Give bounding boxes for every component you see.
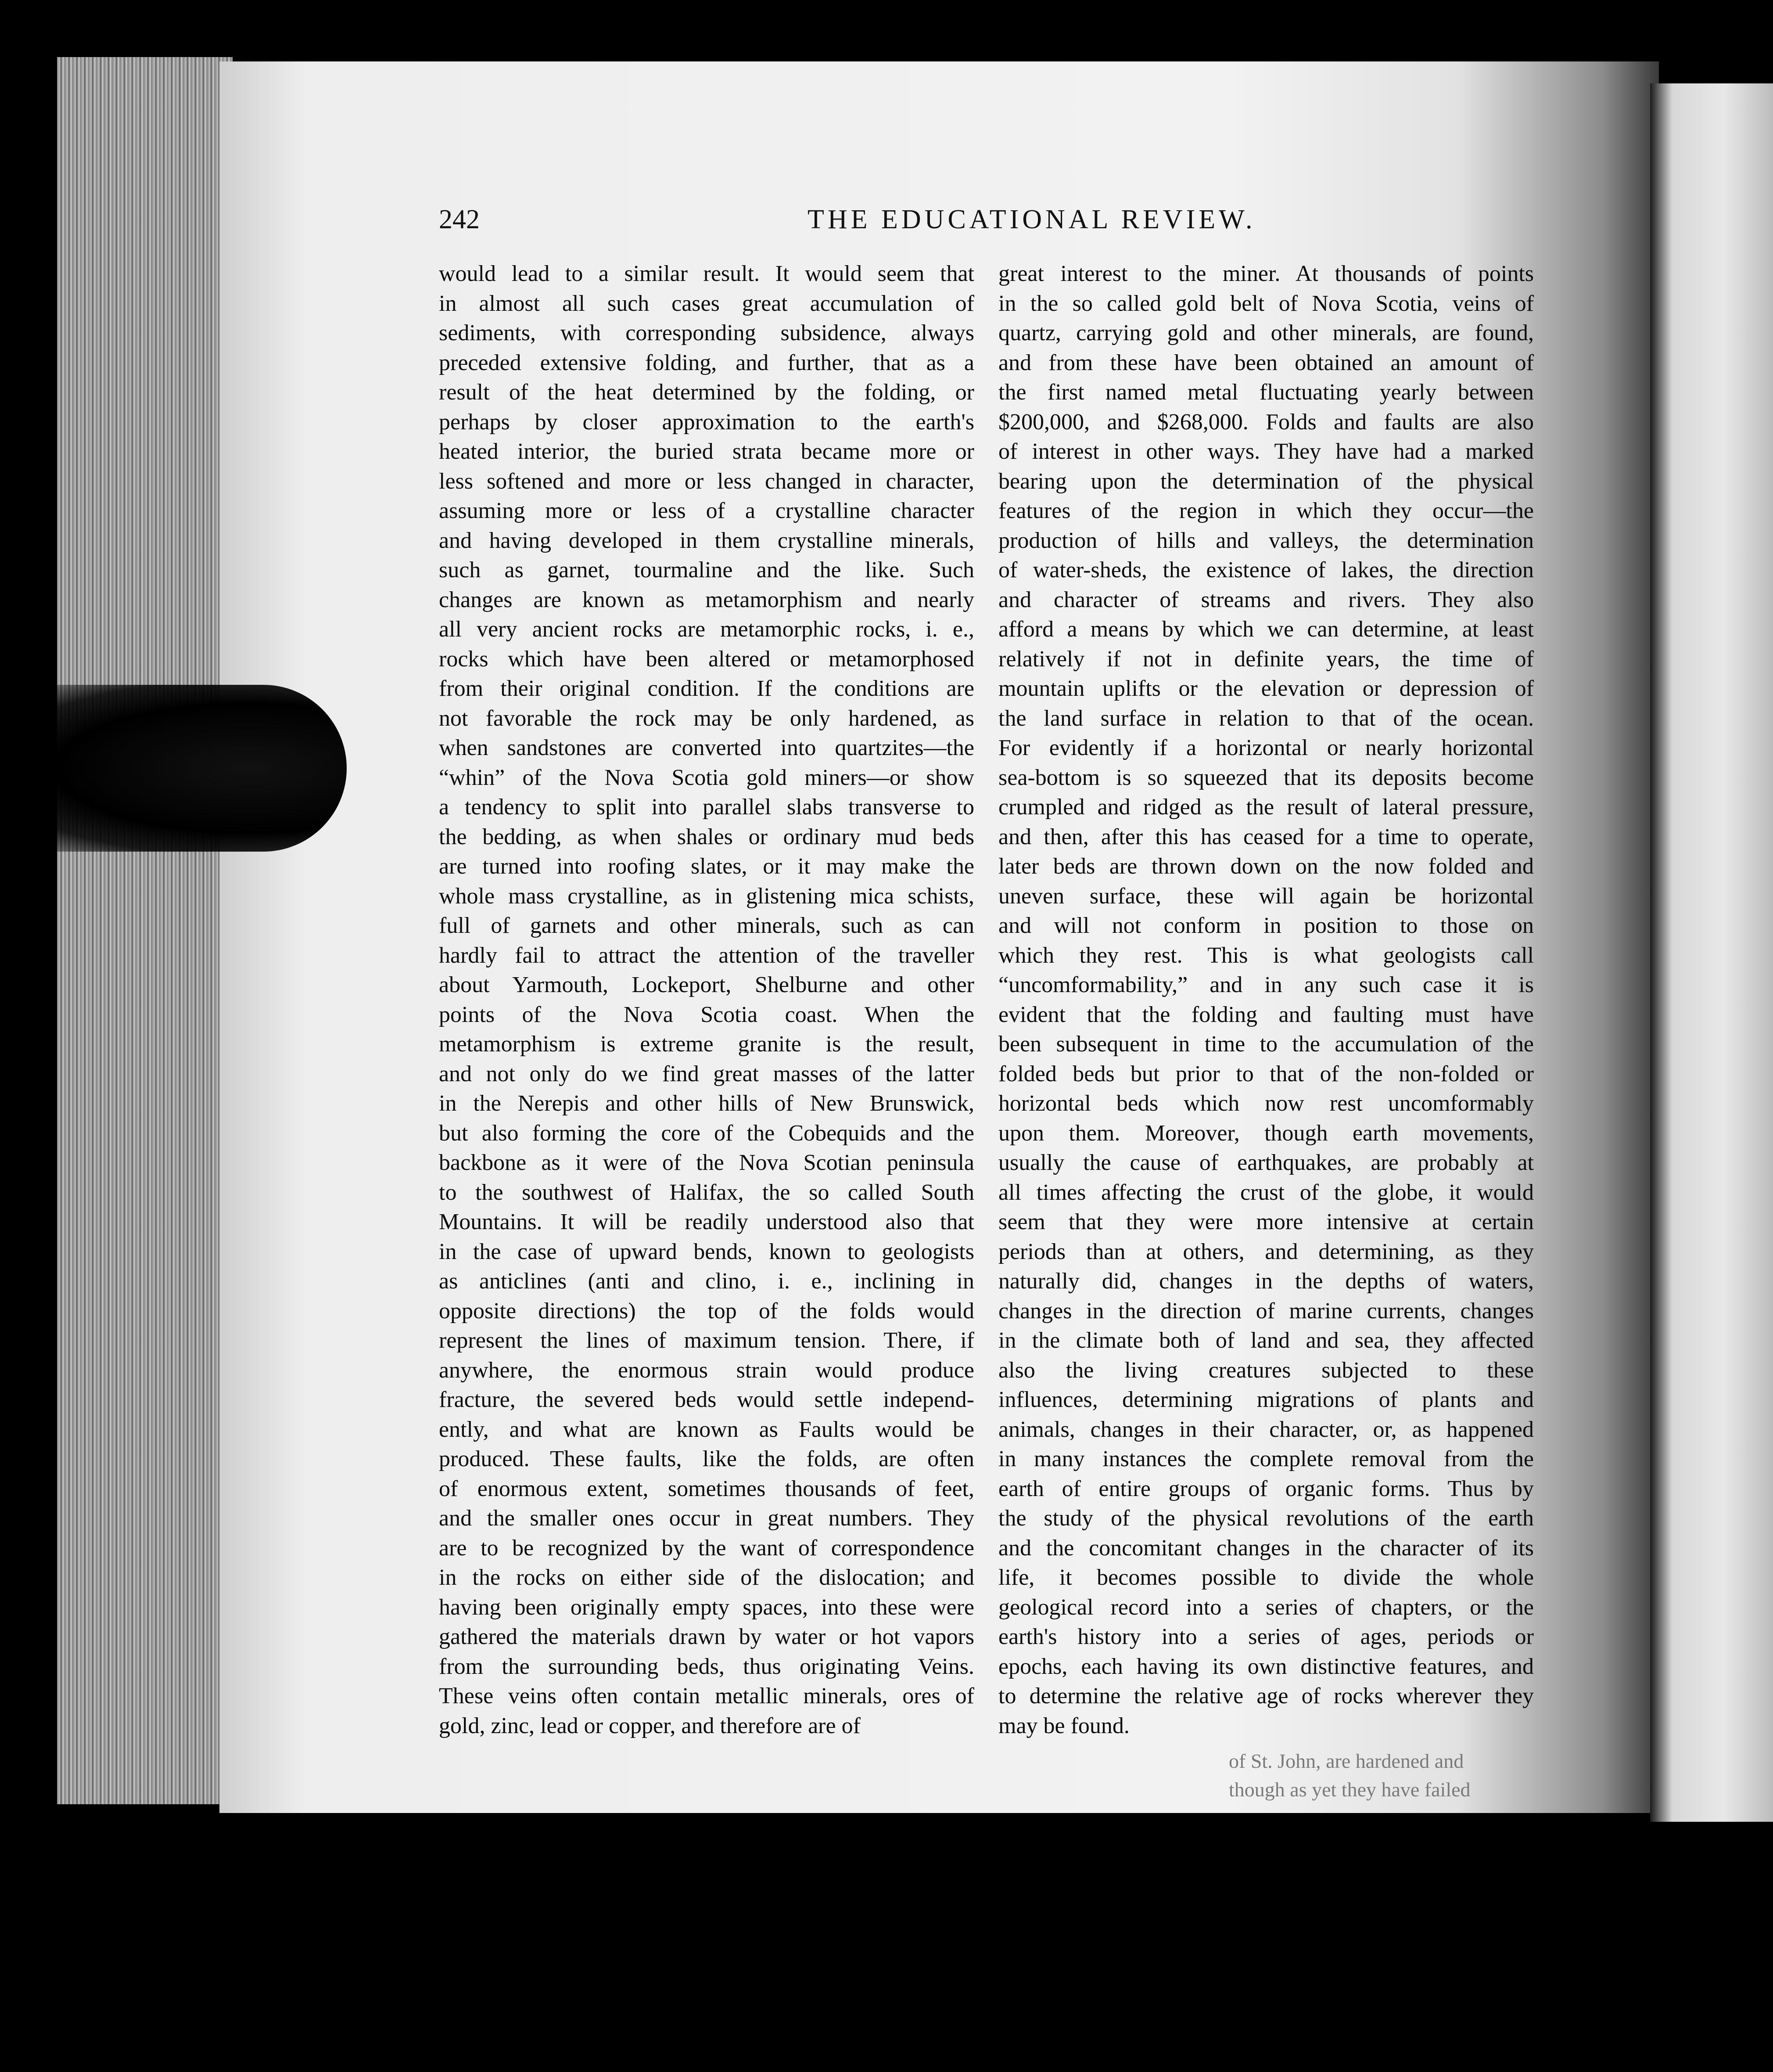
- text-line: from the surrounding beds, thus originating Veins.: [439, 1654, 974, 1679]
- text-line: which they rest. This is what geologists call: [998, 942, 1534, 968]
- text-line: full of garnets and other minerals, such as can: [439, 913, 974, 938]
- text-line: These veins often contain metallic minerals, ores of: [439, 1684, 974, 1709]
- text-line: in the case of upward bends, known to geologists: [439, 1239, 974, 1264]
- text-line: upon them. Moreover, though earth movements,: [998, 1120, 1534, 1146]
- text-line: ently, and what are known as Faults would be: [439, 1417, 974, 1442]
- facing-page-edge: [1650, 83, 1773, 1822]
- text-line: quartz, carrying gold and other minerals, are found,: [998, 320, 1534, 345]
- text-line: influences, determining migrations of plants and: [998, 1387, 1534, 1412]
- text-line: the bedding, as when shales or ordinary mud beds: [439, 824, 974, 849]
- journal-title: THE EDUCATIONAL REVIEW.: [808, 205, 1256, 234]
- text-line: to the southwest of Halifax, the so called South: [439, 1180, 974, 1205]
- text-line: crumpled and ridged as the result of lateral pressure,: [998, 795, 1534, 820]
- text-line: metamorphism is extreme granite is the result,: [439, 1032, 974, 1057]
- text-line: sediments, with corresponding subsidence, always: [439, 320, 974, 345]
- thumb-shadow: [0, 685, 347, 852]
- text-line: earth of entire groups of organic forms. Thus by: [998, 1476, 1534, 1501]
- text-line: to determine the relative age of rocks wherever they: [998, 1684, 1534, 1709]
- text-line: naturally did, changes in the depths of waters,: [998, 1269, 1534, 1294]
- text-line: points of the Nova Scotia coast. When the: [439, 1002, 974, 1027]
- text-line: epochs, each having its own distinctive features, and: [998, 1654, 1534, 1679]
- text-line: uneven surface, these will again be horizontal: [998, 883, 1534, 909]
- text-line: afford a means by which we can determine, at least: [998, 617, 1534, 642]
- text-line: animals, changes in their character, or, as happened: [998, 1417, 1534, 1442]
- text-line: and having developed in them crystalline minerals,: [439, 528, 974, 553]
- text-line: $200,000, and $268,000. Folds and faults are also: [998, 409, 1534, 435]
- text-line: a tendency to split into parallel slabs transverse to: [439, 795, 974, 820]
- text-line: less softened and more or less changed in character,: [439, 468, 974, 494]
- text-line: folded beds but prior to that of the non-folded or: [998, 1061, 1534, 1086]
- text-line: all very ancient rocks are metamorphic rocks, i. e.,: [439, 617, 974, 642]
- text-line: from their original condition. If the conditions are: [439, 676, 974, 701]
- text-line: and from these have been obtained an amount of: [998, 350, 1534, 375]
- text-line: hardly fail to attract the attention of the traveller: [439, 942, 974, 968]
- right-text-column: [998, 259, 1534, 1741]
- text-line: changes in the direction of marine currents, changes: [998, 1298, 1534, 1324]
- text-line: assuming more or less of a crystalline character: [439, 498, 974, 523]
- page-number: 242: [439, 205, 480, 234]
- text-line: For evidently if a horizontal or nearly horizontal: [998, 735, 1534, 760]
- text-line: later beds are thrown down on the now folded and: [998, 854, 1534, 879]
- text-line: such as garnet, tourmaline and the like. Such: [439, 558, 974, 583]
- text-line: in the so called gold belt of Nova Scotia, veins of: [998, 291, 1534, 316]
- text-line: the first named metal fluctuating yearly between: [998, 380, 1534, 405]
- text-line: life, it becomes possible to divide the whole: [998, 1565, 1534, 1590]
- text-line: as anticlines (anti and clino, i. e., inclining in: [439, 1269, 974, 1294]
- text-line: whole mass crystalline, as in glistening mica schists,: [439, 883, 974, 909]
- text-line: in the Nerepis and other hills of New Brunswick,: [439, 1091, 974, 1116]
- text-line: “whin” of the Nova Scotia gold miners—or show: [439, 765, 974, 790]
- text-line: backbone as it were of the Nova Scotian peninsula: [439, 1150, 974, 1175]
- text-line: seem that they were more intensive at certain: [998, 1209, 1534, 1234]
- text-line: produced. These faults, like the folds, are often: [439, 1446, 974, 1471]
- text-line: great interest to the miner. At thousands of points: [998, 261, 1534, 286]
- text-line: but also forming the core of the Cobequids and the: [439, 1120, 974, 1146]
- text-line: periods than at others, and determining, as they: [998, 1239, 1534, 1264]
- text-line: and then, after this has ceased for a time to operate,: [998, 824, 1534, 849]
- text-line: about Yarmouth, Lockeport, Shelburne and other: [439, 972, 974, 997]
- text-line: opposite directions) the top of the folds would: [439, 1298, 974, 1324]
- text-line: the land surface in relation to that of the ocean.: [998, 705, 1534, 731]
- text-line: anywhere, the enormous strain would produce: [439, 1357, 974, 1383]
- text-line: evident that the folding and faulting must have: [998, 1002, 1534, 1027]
- text-line: represent the lines of maximum tension. There, if: [439, 1328, 974, 1353]
- text-line: may be found.: [998, 1713, 1130, 1738]
- text-line: in almost all such cases great accumulation of: [439, 291, 974, 316]
- text-line: been subsequent in time to the accumulation of the: [998, 1032, 1534, 1057]
- text-line: production of hills and valleys, the determination: [998, 528, 1534, 553]
- text-line: mountain uplifts or the elevation or depression of: [998, 676, 1534, 701]
- text-line: bearing upon the determination of the physical: [998, 468, 1534, 494]
- text-line: horizontal beds which now rest uncomformably: [998, 1091, 1534, 1116]
- text-line: the study of the physical revolutions of the earth: [998, 1506, 1534, 1531]
- text-line: and will not conform in position to those on: [998, 913, 1534, 938]
- text-line: heated interior, the buried strata became more or: [439, 439, 974, 464]
- text-line: perhaps by closer approximation to the earth's: [439, 409, 974, 435]
- text-line: usually the cause of earthquakes, are probably at: [998, 1150, 1534, 1175]
- text-line: geological record into a series of chapters, or the: [998, 1594, 1534, 1620]
- text-line: having been originally empty spaces, into these were: [439, 1594, 974, 1620]
- text-line: of water-sheds, the existence of lakes, the direction: [998, 558, 1534, 583]
- text-line: fracture, the severed beds would settle independ-: [439, 1387, 974, 1412]
- text-line: in the rocks on either side of the dislocation; and: [439, 1565, 974, 1590]
- text-line: gold, zinc, lead or copper, and therefore are of: [439, 1713, 861, 1738]
- text-line: and the smaller ones occur in great numbers. They: [439, 1506, 974, 1531]
- bleed-through-text: of St. John, are hardened and: [1229, 1750, 1464, 1772]
- text-line: sea-bottom is so squeezed that its deposits become: [998, 765, 1534, 790]
- text-line: rocks which have been altered or metamorphosed: [439, 646, 974, 672]
- text-line: when sandstones are converted into quartzites—the: [439, 735, 974, 760]
- text-line: not favorable the rock may be only hardened, as: [439, 705, 974, 731]
- text-line: and the concomitant changes in the character of its: [998, 1535, 1534, 1561]
- text-line: changes are known as metamorphism and nearly: [439, 587, 974, 612]
- text-line: relatively if not in definite years, the time of: [998, 646, 1534, 672]
- text-line: of enormous extent, sometimes thousands of feet,: [439, 1476, 974, 1501]
- text-line: would lead to a similar result. It would seem that: [439, 261, 974, 286]
- text-line: of interest in other ways. They have had a marked: [998, 439, 1534, 464]
- text-line: Mountains. It will be readily understood also that: [439, 1209, 974, 1234]
- text-line: preceded extensive folding, and further, that as a: [439, 350, 974, 375]
- page-edges-stack: [57, 57, 233, 1804]
- text-line: and not only do we find great masses of the latter: [439, 1061, 974, 1086]
- text-line: earth's history into a series of ages, periods or: [998, 1624, 1534, 1649]
- text-line: and character of streams and rivers. They also: [998, 587, 1534, 612]
- text-line: also the living creatures subjected to these: [998, 1357, 1534, 1383]
- text-line: gathered the materials drawn by water or hot vapors: [439, 1624, 974, 1649]
- text-line: features of the region in which they occur—the: [998, 498, 1534, 523]
- text-line: are to be recognized by the want of correspondence: [439, 1535, 974, 1561]
- left-text-column: [439, 259, 974, 1741]
- text-line: in many instances the complete removal from the: [998, 1446, 1534, 1471]
- text-line: are turned into roofing slates, or it may make the: [439, 854, 974, 879]
- bleed-through-text: though as yet they have failed: [1229, 1778, 1471, 1801]
- text-line: all times affecting the crust of the globe, it would: [998, 1180, 1534, 1205]
- text-line: result of the heat determined by the folding, or: [439, 380, 974, 405]
- text-line: “uncomformability,” and in any such case it is: [998, 972, 1534, 997]
- text-line: in the climate both of land and sea, they affected: [998, 1328, 1534, 1353]
